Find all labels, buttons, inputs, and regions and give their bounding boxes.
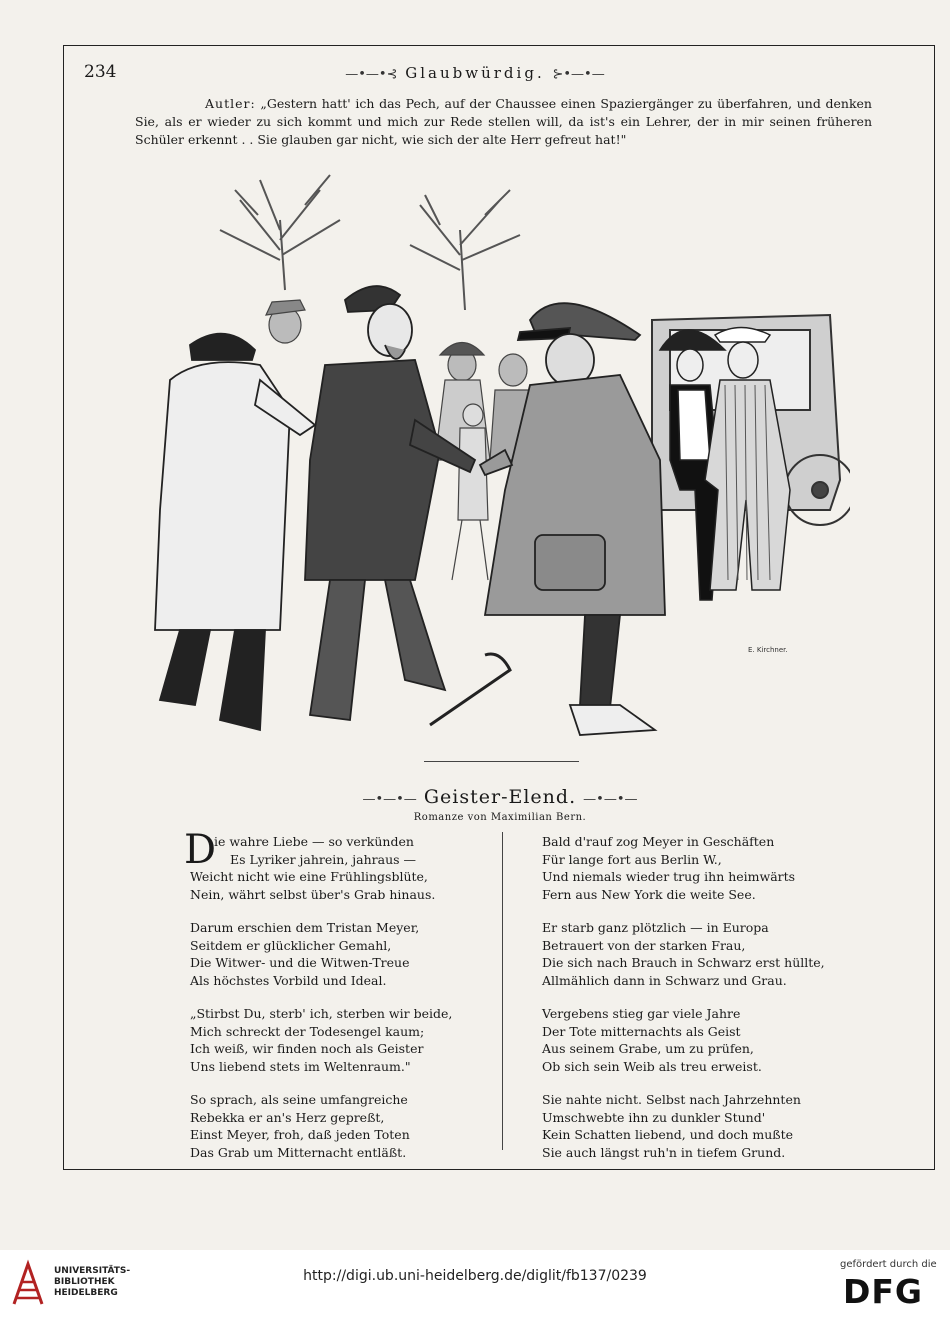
poem-line: Der Tote mitternachts als Geist xyxy=(542,1023,741,1039)
poem-line: Mich schreckt der Todesengel kaum; xyxy=(190,1023,425,1039)
page-header xyxy=(0,64,950,82)
poem-line: Betrauert von der starken Frau, xyxy=(542,937,746,953)
poem-line: Die sich nach Brauch in Schwarz erst hüllte, xyxy=(542,955,825,970)
poem-ornament-right: —•—•— xyxy=(583,792,638,807)
stanza xyxy=(542,919,842,989)
header-ornament-right: ⊱•—•— xyxy=(552,67,605,82)
stanza xyxy=(542,1005,842,1075)
poem-line: Aus seinem Grabe, um zu prüfen, xyxy=(542,1041,754,1056)
stanza xyxy=(190,833,490,903)
stanza xyxy=(542,833,842,903)
library-name[interactable]: UNIVERSITÄTS- BIBLIOTHEK HEIDELBERG xyxy=(54,1266,131,1298)
stanza xyxy=(542,1091,842,1161)
poem-line: Umschwebte ihn zu dunkler Stund' xyxy=(542,1109,766,1125)
poem-line: Vergebens stieg gar viele Jahre xyxy=(542,1006,741,1021)
header-ornament-left: —•—•⊰ xyxy=(345,67,398,82)
page-number: 234 xyxy=(84,62,117,82)
poem-line: „Stirbst Du, sterb' ich, sterben wir beide, xyxy=(190,1006,453,1021)
poem-subtitle: Romanze von Maximilian Bern. xyxy=(413,812,587,823)
poem-column-right xyxy=(542,833,842,1177)
poem-line: Seitdem er glücklicher Gemahl, xyxy=(190,937,392,953)
poem-line: Bald d'rauf zog Meyer in Geschäften xyxy=(542,834,775,849)
stanza xyxy=(190,919,490,989)
poem-line: Er starb ganz plötzlich — in Europa xyxy=(542,920,769,935)
poem-line: Weicht nicht wie eine Frühlingsblüte, xyxy=(190,869,428,884)
poem-line: Einst Meyer, froh, daß jeden Toten xyxy=(190,1127,410,1142)
caption-speaker: Autler: xyxy=(205,96,256,111)
poem-line: Das Grab um Mitternacht entläßt. xyxy=(190,1144,407,1160)
poem-line: Die Witwer- und die Witwen-Treue xyxy=(190,955,410,970)
poem-line: Kein Schatten liebend, und doch mußte xyxy=(542,1127,794,1142)
poem-line: So sprach, als seine umfangreiche xyxy=(190,1092,408,1107)
poem-title-block xyxy=(0,786,950,808)
poem-line: Ob sich sein Weib als treu erweist. xyxy=(542,1058,762,1074)
poem-line: Sie auch längst ruh'n in tiefem Grund. xyxy=(542,1144,786,1160)
poem-line: Rebekka er an's Herz gepreßt, xyxy=(190,1109,385,1125)
poem-line: Sie nahte nicht. Selbst nach Jahrzehnten xyxy=(542,1092,801,1107)
poem-line: Ich weiß, wir finden noch als Geister xyxy=(190,1041,424,1056)
permalink-url[interactable]: http://digi.ub.uni-heidelberg.de/diglit/fb137/0239 xyxy=(303,1268,647,1284)
caption-text: „Gestern hatt' ich das Pech, auf der Chaussee einen Spaziergänger zu überfahren, und denken Sie, als er wieder zu sich kommt und mich zur Rede stellen will, da ist's ein Lehrer, der in mir seinen früheren Schüler erkennt . . Sie glauben gar nicht, wie sich der alte Herr gefreut hat!" xyxy=(135,96,872,147)
poem-line: Und niemals wieder trug ihn heimwärts xyxy=(542,869,796,884)
column-divider xyxy=(502,832,503,1150)
poem-line: Uns liebend stets im Weltenraum." xyxy=(190,1058,411,1074)
bare-tree-right xyxy=(410,190,520,310)
poem-line: Darum erschien dem Tristan Meyer, xyxy=(190,920,420,935)
artist-signature: E. Kirchner. xyxy=(748,646,788,654)
poem-line: Allmählich dann in Schwarz und Grau. xyxy=(542,972,787,988)
poem-line: Für lange fort aus Berlin W., xyxy=(542,851,722,867)
poem-line: Es Lyriker jahrein, jahraus — xyxy=(230,851,417,867)
stanza xyxy=(190,1091,490,1161)
section-rule xyxy=(424,761,579,762)
funded-by-label: gefördert durch die xyxy=(840,1259,937,1270)
poem-line: Fern aus New York die weite See. xyxy=(542,886,756,902)
viewer-footer xyxy=(0,1250,950,1318)
cartoon-caption xyxy=(135,95,872,149)
poem-line: Nein, währt selbst über's Grab hinaus. xyxy=(190,886,436,902)
header-title: Glaubwürdig. xyxy=(405,64,545,82)
bare-tree-left xyxy=(220,175,340,290)
poem-title: Geister-Elend. xyxy=(423,786,577,808)
dfg-logo[interactable]: DFG xyxy=(843,1272,924,1311)
man-in-light-coat xyxy=(155,334,315,730)
drop-cap: D xyxy=(184,827,217,873)
poem-line: Als höchstes Vorbild und Ideal. xyxy=(190,972,387,988)
cartoon-illustration xyxy=(140,160,850,750)
stanza xyxy=(190,1005,490,1075)
poem-line: ie wahre Liebe — so verkünden xyxy=(214,834,414,849)
poem-ornament-left: —•—•— xyxy=(362,792,417,807)
poem-column-left xyxy=(184,827,490,1177)
